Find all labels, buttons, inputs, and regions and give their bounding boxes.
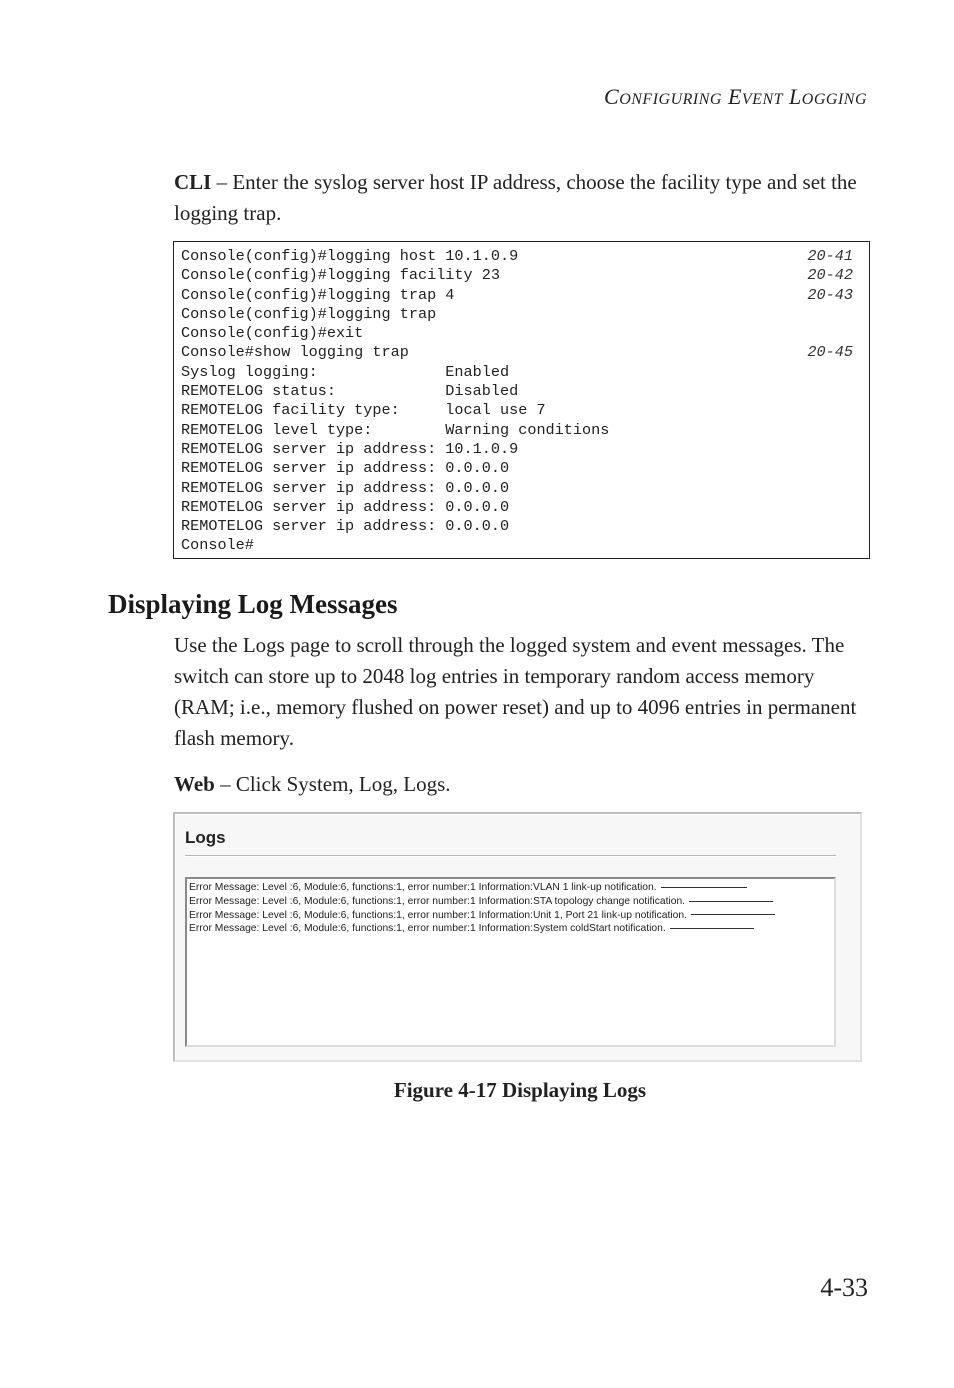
- log-entry[interactable]: [189, 895, 834, 909]
- code-text: REMOTELOG server ip address: 10.1.0.9: [181, 439, 519, 458]
- code-text: REMOTELOG server ip address: 0.0.0.0: [181, 497, 510, 516]
- leader-line: [661, 887, 747, 888]
- code-line: [181, 286, 853, 305]
- code-line: [181, 401, 853, 420]
- header-word: VENT: [741, 91, 784, 108]
- code-line: [181, 363, 853, 382]
- code-text: Console(config)#logging trap 4: [181, 285, 455, 304]
- code-text: Console#show logging trap: [181, 343, 409, 362]
- code-line: [181, 459, 853, 478]
- log-entry-text: Error Message: Level :6, Module:6, functions:1, error number:1 Information:VLAN 1 link-up notification.: [189, 882, 657, 893]
- logs-page-title: Logs: [185, 828, 226, 847]
- log-entry[interactable]: [189, 922, 834, 936]
- code-text: Console#: [181, 536, 254, 555]
- code-text: REMOTELOG server ip address: 0.0.0.0: [181, 517, 510, 536]
- code-text: REMOTELOG facility type: local use 7: [181, 401, 546, 420]
- code-line: [181, 440, 853, 459]
- page-number: 4-33: [820, 1273, 868, 1302]
- code-line: [181, 247, 853, 266]
- running-header: [604, 84, 867, 110]
- log-entry[interactable]: [189, 909, 834, 923]
- log-entry-text: Error Message: Level :6, Module:6, functions:1, error number:1 Information:Unit 1, Port 21 link-up notification.: [189, 909, 687, 921]
- section-body: Use the Logs page to scroll through the logged system and event messages. The switch can store up to 2048 log entries in temporary random access memory (RAM; i.e., memory flushed on power reset) and up to 4096 entries in permanent flash memory.: [174, 633, 857, 750]
- header-word: ONFIGURING: [619, 91, 722, 108]
- web-intro: [174, 769, 874, 800]
- log-entry-text: Error Message: Level :6, Module:6, functions:1, error number:1 Information:System coldStart notification.: [189, 923, 666, 935]
- code-ref: 20-43: [807, 285, 853, 304]
- code-text: REMOTELOG status: Disabled: [181, 382, 519, 401]
- code-text: REMOTELOG server ip address: 0.0.0.0: [181, 478, 510, 497]
- cli-code-block: [173, 241, 870, 559]
- cli-intro-text: – Enter the syslog server host IP address, choose the facility type and set the logging trap.: [174, 170, 857, 225]
- leader-line: [691, 914, 775, 915]
- code-text: Syslog logging: Enabled: [181, 362, 510, 381]
- header-initial: E: [727, 84, 742, 109]
- section-heading: Displaying Log Messages: [108, 589, 398, 619]
- log-entry[interactable]: [189, 881, 834, 895]
- code-text: Console(config)#logging facility 23: [181, 266, 500, 285]
- code-text: Console(config)#logging host 10.1.0.9: [181, 247, 519, 265]
- cli-label: CLI: [174, 170, 212, 194]
- code-text: Console(config)#logging trap: [181, 304, 437, 323]
- code-text: Console(config)#exit: [181, 324, 364, 343]
- header-initial: L: [789, 84, 802, 109]
- web-label: Web: [174, 772, 215, 796]
- code-line: [181, 324, 853, 343]
- logs-page-screenshot: [173, 812, 862, 1062]
- code-ref: 20-45: [807, 343, 853, 362]
- code-line: [181, 305, 853, 324]
- code-ref: 20-41: [807, 247, 853, 265]
- code-line: [181, 266, 853, 285]
- code-line: [181, 421, 853, 440]
- code-line: [181, 479, 853, 498]
- code-text: REMOTELOG server ip address: 0.0.0.0: [181, 459, 510, 478]
- code-line: [181, 343, 853, 362]
- log-entry-text: Error Message: Level :6, Module:6, functions:1, error number:1 Information:STA topology change notification.: [189, 895, 686, 907]
- code-text: REMOTELOG level type: Warning conditions: [181, 420, 610, 439]
- title-divider: [185, 855, 836, 857]
- leader-line: [670, 928, 754, 929]
- log-messages-list[interactable]: [185, 877, 836, 1047]
- cli-intro: [174, 167, 874, 229]
- code-ref: 20-42: [807, 266, 853, 285]
- code-line: [181, 536, 853, 555]
- figure-caption: Figure 4-17 Displaying Logs: [393, 1078, 647, 1102]
- code-line: [181, 382, 853, 401]
- code-line: [181, 498, 853, 517]
- header-initial: C: [604, 84, 620, 109]
- web-intro-text: – Click System, Log, Logs.: [214, 772, 451, 796]
- leader-line: [689, 901, 773, 902]
- code-line: [181, 517, 853, 536]
- header-word: OGGING: [801, 91, 867, 108]
